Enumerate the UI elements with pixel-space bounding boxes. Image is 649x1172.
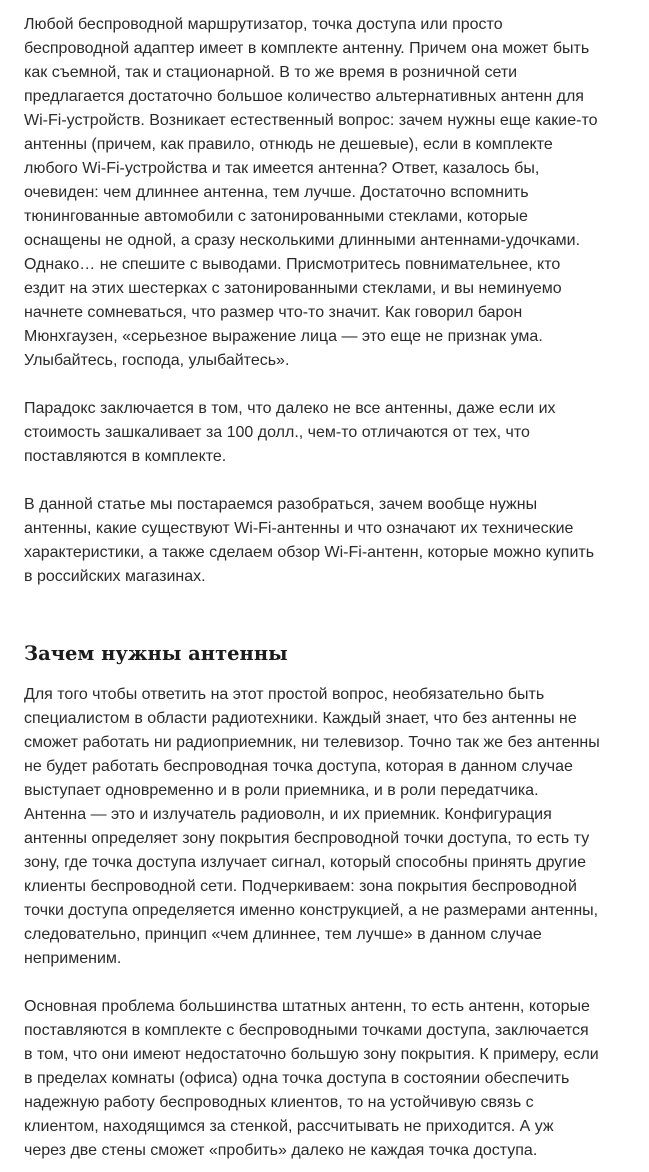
paragraph-line: надежную работу беспроводных клиентов, то на устойчивую связь с <box>24 1094 534 1111</box>
paragraph-why-antennas <box>24 669 604 971</box>
paragraph-line: поставляются в комплекте с беспроводными точками доступа, заключается <box>24 1022 589 1039</box>
paragraph-line: в пределах комнаты (офиса) одна точка доступа в состоянии обеспечить <box>24 1070 570 1087</box>
paragraph-line: антенны (причем, как правило, отнюдь не дешевые), если в комплекте <box>24 136 553 153</box>
paragraph-line: Антенна — это и излучатель радиоволн, и их приемник. Конфигурация <box>24 806 552 823</box>
paragraph-line: сможет работать ни радиоприемник, ни телевизор. Точно так же без антенны <box>24 734 600 751</box>
paragraph-line: следовательно, принцип «чем длиннее, тем лучше» в данном случае <box>24 926 542 943</box>
paragraph-line: беспроводной адаптер имеет в комплекте антенну. Причем она может быть <box>24 40 590 57</box>
paragraph-intro <box>24 0 604 373</box>
paragraph-line: антенны, какие существуют Wi-Fi-антенны и что означают их технические <box>24 520 574 537</box>
paragraph-line: Парадокс заключается в том, что далеко не все антенны, даже если их <box>24 400 556 417</box>
paragraph-line: оснащены не одной, а сразу несколькими длинными антеннами-удочками. <box>24 232 581 249</box>
paragraph-line: Для того чтобы ответить на этот простой вопрос, необязательно быть <box>24 686 545 703</box>
paragraph-line: Wi-Fi-устройств. Возникает естественный вопрос: зачем нужны еще какие-то <box>24 112 598 129</box>
paragraph-line: предлагается достаточно большое количество альтернативных антенн для <box>24 88 584 105</box>
paragraph-line: начнете сомневаться, что размер что-то значит. Как говорил барон <box>24 304 523 321</box>
paragraph-line: зону, где точка доступа излучает сигнал, который способны принять другие <box>24 854 586 871</box>
paragraph-line: Любой беспроводной маршрутизатор, точка доступа или просто <box>24 16 503 33</box>
paragraph-line: очевиден: чем длиннее антенна, тем лучше. Достаточно вспомнить <box>24 184 529 201</box>
paragraph-line: не будет работать беспроводная точка доступа, которая в данном случае <box>24 758 573 775</box>
paragraph-line: клиентом, находящимся за стенкой, рассчитывать не приходится. А уж <box>24 1118 554 1135</box>
paragraph-line: Мюнхгаузен, «серьезное выражение лица — это еще не признак ума. <box>24 328 543 345</box>
paragraph-line: неприменим. <box>24 950 122 967</box>
paragraph-line: Однако… не спешите с выводами. Присмотритесь повнимательнее, кто <box>24 256 561 273</box>
paragraph-line: выступает одновременно и в роли приемника, и в роли передатчика. <box>24 782 539 799</box>
paragraph-line: антенны определяет зону покрытия беспроводной точки доступа, то есть ту <box>24 830 590 847</box>
paragraph-line: как съемной, так и стационарной. В то же время в розничной сети <box>24 64 518 81</box>
paragraph-line: В данной статье мы постараемся разобраться, зачем вообще нужны <box>24 496 538 513</box>
section-heading: Зачем нужны антенны <box>24 642 288 665</box>
paragraph-line: характеристики, а также сделаем обзор Wi-Fi-антенн, которые можно купить <box>24 544 595 561</box>
paragraph-line: клиенты беспроводной сети. Подчеркиваем: зона покрытия беспроводной <box>24 878 577 895</box>
article-body <box>24 0 604 1163</box>
paragraph-line: ездит на этих шестерках с затонированными стеклами, и вы неминуемо <box>24 280 562 297</box>
paragraph-line: тюнингованные автомобили с затонированными стеклами, которые <box>24 208 528 225</box>
paragraph-article-scope <box>24 469 604 589</box>
paragraph-line: стоимость зашкаливает за 100 долл., чем-то отличаются от тех, что <box>24 424 530 441</box>
paragraph-line: в российских магазинах. <box>24 568 206 585</box>
paragraph-line: в том, что они имеют недостаточно большую зону покрытия. К примеру, если <box>24 1046 599 1063</box>
paragraph-line: через две стены сможет «пробить» далеко не каждая точка доступа. <box>24 1142 538 1159</box>
paragraph-line: Улыбайтесь, господа, улыбайтесь». <box>24 352 290 369</box>
paragraph-line: любого Wi-Fi-устройства и так имеется антенна? Ответ, казалось бы, <box>24 160 540 177</box>
paragraph-line: поставляются в комплекте. <box>24 448 227 465</box>
paragraph-line: точки доступа определяется именно конструкцией, а не размерами антенны, <box>24 902 599 919</box>
paragraph-line: специалистом в области радиотехники. Каждый знает, что без антенны не <box>24 710 577 727</box>
paragraph-line: Основная проблема большинства штатных антенн, то есть антенн, которые <box>24 998 590 1015</box>
paragraph-main-problem <box>24 971 604 1163</box>
paragraph-paradox <box>24 373 604 469</box>
